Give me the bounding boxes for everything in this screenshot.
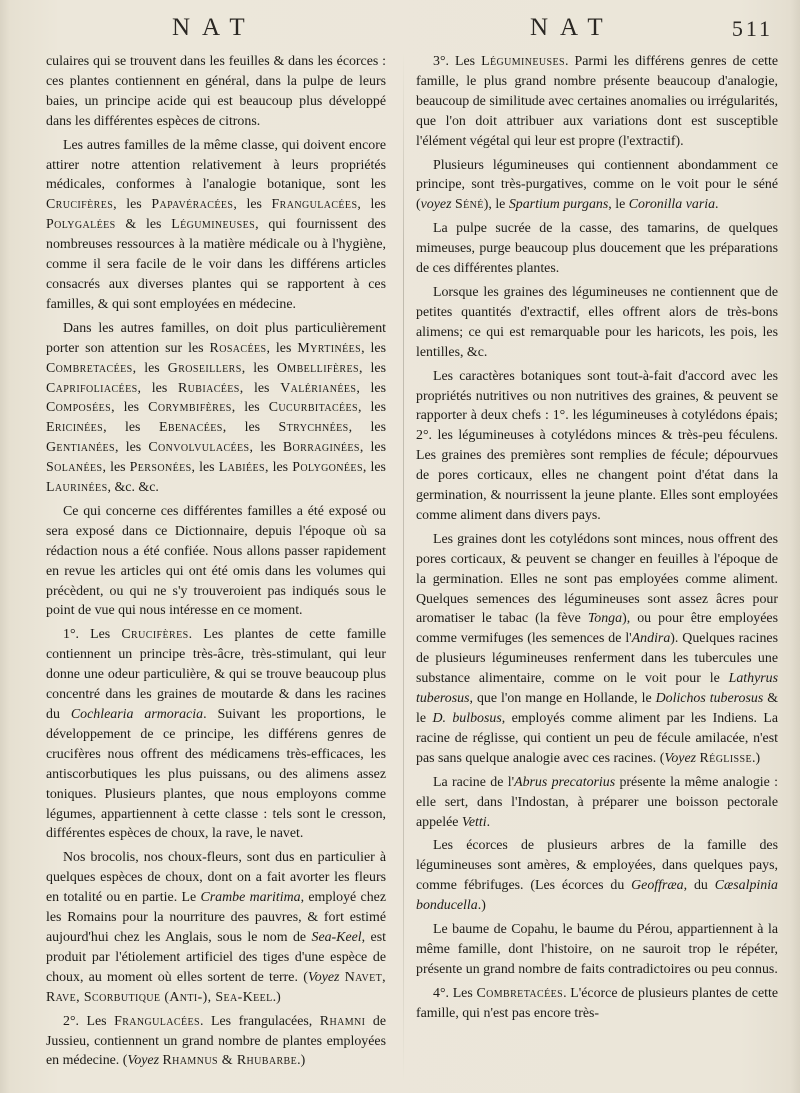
text-run: présente la même analogie : elle sert, dans l'Indostan, à préparer une boisson pectorale appelée <box>416 774 778 830</box>
species-name: Andira <box>631 631 671 647</box>
species-name: Coronilla varia <box>628 197 716 213</box>
species-name: Crambe maritima <box>200 890 301 906</box>
text-run: ), ou pour être employées comme vermifuges (les semences de l' <box>416 611 778 647</box>
cross-reference-voyez: voyez <box>420 197 452 213</box>
text-run: 4°. Les <box>433 985 477 1001</box>
paragraph: Les caractères botaniques sont tout-à-fait d'accord avec les propriétés nutritives ou non nutritives des graines, & peuvent se rapporter à deux chefs : 1°. les légumineuses à cotylédons épais; 2°. les légumineuses à cotylédons minces & très-peu féculens. Les graines des premières sont remplies de fécule; dépourvues de pores corticaux, elles ne changent point d'état dans la germination, & nourrissent la jeune plante. Elles sont employées comme aliment dans divers pays. <box>416 368 778 523</box>
family-name: Ombellifères <box>276 360 359 376</box>
family-name: Rosacées <box>209 340 267 356</box>
family-name: Gentianées <box>46 440 116 456</box>
text-run: , du <box>683 878 715 894</box>
text-run: . <box>715 197 719 213</box>
paragraph <box>46 1012 386 1072</box>
paragraph <box>46 136 386 315</box>
running-head-left: NAT <box>172 14 257 41</box>
paragraph <box>416 52 778 152</box>
text-run: & le <box>416 691 778 726</box>
right-column <box>416 52 778 1080</box>
family-name: Polygonées <box>292 460 363 476</box>
text-run: , les <box>358 400 386 416</box>
paragraph <box>46 625 386 844</box>
column-divider <box>403 52 404 1082</box>
section-heading: Frangulacées <box>114 1013 200 1029</box>
family-name: Personées <box>129 460 192 476</box>
text-run: .) <box>477 898 486 914</box>
species-name: Spartium purgans <box>508 197 609 213</box>
text-run: Dans les autres familles, on doit plus particulièrement porter son attention sur les <box>46 320 386 356</box>
family-name: Groseillers <box>167 360 242 376</box>
text-run: , les <box>111 400 149 416</box>
text-run: , les <box>265 460 293 476</box>
text-run: . Les plantes de cette famille contiennent un principe très-âcre, très-stimulant, qui leur donne une odeur particulière, & qui se trouve beaucoup plus concentré dans les graines de moutarde & dans les racines du <box>46 627 386 722</box>
family-name: Papavéracées <box>151 197 234 213</box>
family-name: Valérianées <box>280 380 357 396</box>
family-name: Frangulacées <box>271 197 358 213</box>
species-name: Abrus precatorius <box>514 774 616 790</box>
text-run: de Jussieu, contiennent un grand nombre de plantes employées en médecine. ( <box>46 1013 386 1069</box>
text-run: & les <box>115 217 172 233</box>
section-heading: Crucifères <box>121 627 189 643</box>
paragraph <box>416 156 778 216</box>
family-name: Borraginées <box>282 440 360 456</box>
text-run: , employé chez les Romains pour la nourriture des pauvres, & fort estimé aujourd'hui chez les Anglais, sous le nom de <box>46 890 386 945</box>
text-run: , les <box>113 197 152 213</box>
text-run: , les <box>191 460 219 476</box>
page-header <box>0 14 800 44</box>
text-run: , les <box>132 360 168 376</box>
species-name: Cochlearia armoracia <box>70 707 204 722</box>
species-name: Sea-Keel <box>311 929 362 945</box>
text-run: Plusieurs légumineuses qui contiennent abondamment ce principe, sont très-purgatives, comme on le voit pour le séné ( <box>416 157 778 213</box>
text-run: . Les frangulacées, <box>199 1013 320 1029</box>
species-name: Dolichos tuberosus <box>655 691 764 707</box>
paragraph <box>46 848 386 1007</box>
text-run: , employés comme aliment par les Indiens. La racine de réglisse, qui contient un peu de fécule amilacée, n'est pas sans quelque analogie avec ces racines. ( <box>416 711 778 766</box>
family-name: Laurinées <box>46 480 108 496</box>
family-name: Ebenacées <box>158 420 223 436</box>
text-run: , les <box>266 340 298 356</box>
species-name: Vetti <box>461 814 487 830</box>
paragraph <box>416 530 778 769</box>
family-name: Crucifères <box>46 197 114 213</box>
family-name: Cucurbitacées <box>268 400 358 416</box>
text-run: , les <box>233 197 272 213</box>
text-run: , les <box>103 420 159 436</box>
family-name: Solanées <box>46 460 103 476</box>
cross-reference-terms: Navet, Rave, Scorbutique (Anti-), Sea-Keel <box>46 969 386 1005</box>
cross-reference-voyez: Voyez <box>127 1053 160 1069</box>
text-run: .) <box>297 1053 306 1069</box>
text-run: , les <box>249 440 283 456</box>
text-run: .) <box>272 989 281 1005</box>
left-column <box>46 52 386 1080</box>
family-name: Ericinées <box>46 420 104 436</box>
text-run: .) <box>751 750 761 766</box>
family-name: Légumineuses <box>171 217 256 233</box>
running-head-right: NAT <box>530 14 615 41</box>
text-run: 1°. Les <box>63 627 122 643</box>
text-run: , les <box>359 440 386 456</box>
page-number: 511 <box>731 16 773 41</box>
text-run: , les <box>358 360 386 376</box>
text-run: , les <box>137 380 178 396</box>
text-run: , les <box>362 460 386 476</box>
family-name: Rubiacées <box>178 380 240 396</box>
section-heading: Légumineuses <box>481 54 565 69</box>
cross-reference-terms: Rhamnus & Rhubarbe <box>162 1053 298 1069</box>
cross-reference-terms: Séné <box>454 197 484 213</box>
family-name: Myrtinées <box>297 340 362 356</box>
text-run: . <box>486 814 491 830</box>
family-name: Caprifoliacées <box>46 380 138 396</box>
family-name: Convolvulacées <box>148 440 250 456</box>
text-run: Les autres familles de la même classe, qui doivent encore attirer notre attention relativement à leurs propriétés médicales, conformes à l'analogie botanique, sont les <box>46 137 386 193</box>
text-run: Les écorces de plusieurs arbres de la famille des légumineuses sont amères, & employées, dans quelques pays, comme fébrifuges. (Les écorces du <box>416 838 778 894</box>
paragraph <box>416 836 778 916</box>
species-name: Tonga <box>587 611 623 627</box>
paragraph: Lorsque les graines des légumineuses ne contiennent que de petites quantités d'extractif, elles offrent alors de très-bons alimens; ce qui est remarquable pour les haricots, les pois, les lentilles, &c. <box>416 284 778 360</box>
text-run: , les <box>357 197 386 213</box>
text-run: , le <box>608 197 629 213</box>
paragraph <box>416 773 778 833</box>
text-run: . L'écorce de plusieurs plantes de cette famille, qui n'est pas encore très- <box>416 985 778 1021</box>
paragraph: Le baume de Copahu, le baume du Pérou, appartiennent à la même famille, dont l'histoire, on ne sauroit trop le répéter, présente un grand nombre de faits contradictoires ou peu connus. <box>416 922 778 977</box>
species-name: Geoffræa <box>631 878 684 894</box>
cross-reference-terms: Réglisse <box>699 750 752 766</box>
text-run: 3°. Les <box>433 54 482 69</box>
family-name: Corymbifères <box>148 400 232 416</box>
text-run: ). Quelques racines de plusieurs légumineuses renferment dans les tubercules une substance alimentaire, comme on le voit pour le <box>416 631 778 687</box>
species-name: Lathyrus tuberosus <box>416 671 778 707</box>
text-run: . Suivant les proportions, le développement de ce principe, les différens genres de crucifères nous offrent des médicamens très-efficaces, les antiscorbutiques les plus puissans, ou des alimens assez toniques. Plusieurs plantes, que nous employons comme légumes, appartiennent à cette classe : tels sont le cresson, différentes espèces de choux, la rave, le navet. <box>46 707 386 842</box>
text-run: Nos brocolis, nos choux-fleurs, sont dus en particulier à quelques espèces de choux, dont on a fait avorter les fleurs en totalité ou en partie. Le <box>46 850 386 906</box>
text-run: , les <box>348 420 386 436</box>
cross-reference-voyez: Voyez <box>307 969 340 985</box>
paragraph: La pulpe sucrée de la casse, des tamarins, de quelques mimeuses, purge beaucoup plus doucement que les préparations de ces différentes plantes. <box>416 221 778 277</box>
family-name: Combretacées <box>46 360 133 376</box>
text-run: Les graines dont les cotylédons sont minces, nous offrent des pores corticaux, & peuvent se changer en feuilles à l'époque de la germination. Elles ne sont pas employées comme aliment. Quelques semences des légumineuses sont assez âcres pour aromatiser le tabac (la fève <box>416 531 778 627</box>
text-run: , que l'on mange en Hollande, le <box>469 691 656 707</box>
text-run: ), le <box>483 197 509 213</box>
species-name: Cæsalpinia bonducella <box>416 878 778 914</box>
text-run: 2°. Les <box>63 1013 115 1029</box>
text-run: , les <box>356 380 386 396</box>
text-run: , les <box>231 400 269 416</box>
paragraph: culaires qui se trouvent dans les feuilles & dans les écorces : ces plantes contiennent en général, dans la pulpe de leurs baies, un principe acide qui est beaucoup plus développé dans les différentes espèces de citrons. <box>46 54 386 129</box>
text-run: , est produit par l'étiolement artificiel des tiges d'une espèce de choux, au moment où elles sortent de terre. ( <box>46 929 386 985</box>
text-run: , les <box>222 420 279 436</box>
paragraph <box>416 984 778 1024</box>
family-name: Polygalées <box>46 217 116 233</box>
text-run: . Parmi les différens genres de cette famille, le plus grand nombre présente beaucoup d'analogie, beaucoup de similitude avec certaines anomalies ou irrégularités, que l'on doit attribuer aux variations dont est susceptible l'élément végétal qui leur est propre (l'extractif). <box>416 54 778 149</box>
family-name: Composées <box>46 400 112 416</box>
species-name: D. bulbosus <box>432 711 502 726</box>
text-run: , qui fournissent des nombreuses ressources à la matière médicale ou à l'hygiène, comme il sera facile de le voir dans les différens articles consacrés aux diverses plantes qui se rapportent à ces familles, & qui sont employées en médecine. <box>46 217 386 312</box>
family-name: Rhamni <box>319 1013 366 1029</box>
text-run: , les <box>102 460 130 476</box>
paragraph <box>46 319 386 498</box>
paragraph: Ce qui concerne ces différentes familles a été exposé ou sera exposé dans ce Dictionnaire, depuis l'époque où sa rédaction nous a été confiée. Nous allons passer rapidement en revue les articles qui ont été omis dans les volumes qui précèdent, ou qui ne s'y trouveroient pas indiqués sous le point de vue qui nous intéresse en ce moment. <box>46 503 386 619</box>
text-run: , les <box>115 440 149 456</box>
text-run: , les <box>241 360 277 376</box>
cross-reference-voyez: Voyez <box>664 750 697 766</box>
text-run: , les <box>239 380 281 396</box>
text-run: , les <box>361 340 386 356</box>
section-heading: Combretacées <box>476 985 564 1001</box>
family-name: Labiées <box>218 460 266 476</box>
text-run: La racine de l' <box>433 774 515 790</box>
family-name: Strychnées <box>278 420 349 436</box>
text-run: , &c. &c. <box>107 480 159 496</box>
